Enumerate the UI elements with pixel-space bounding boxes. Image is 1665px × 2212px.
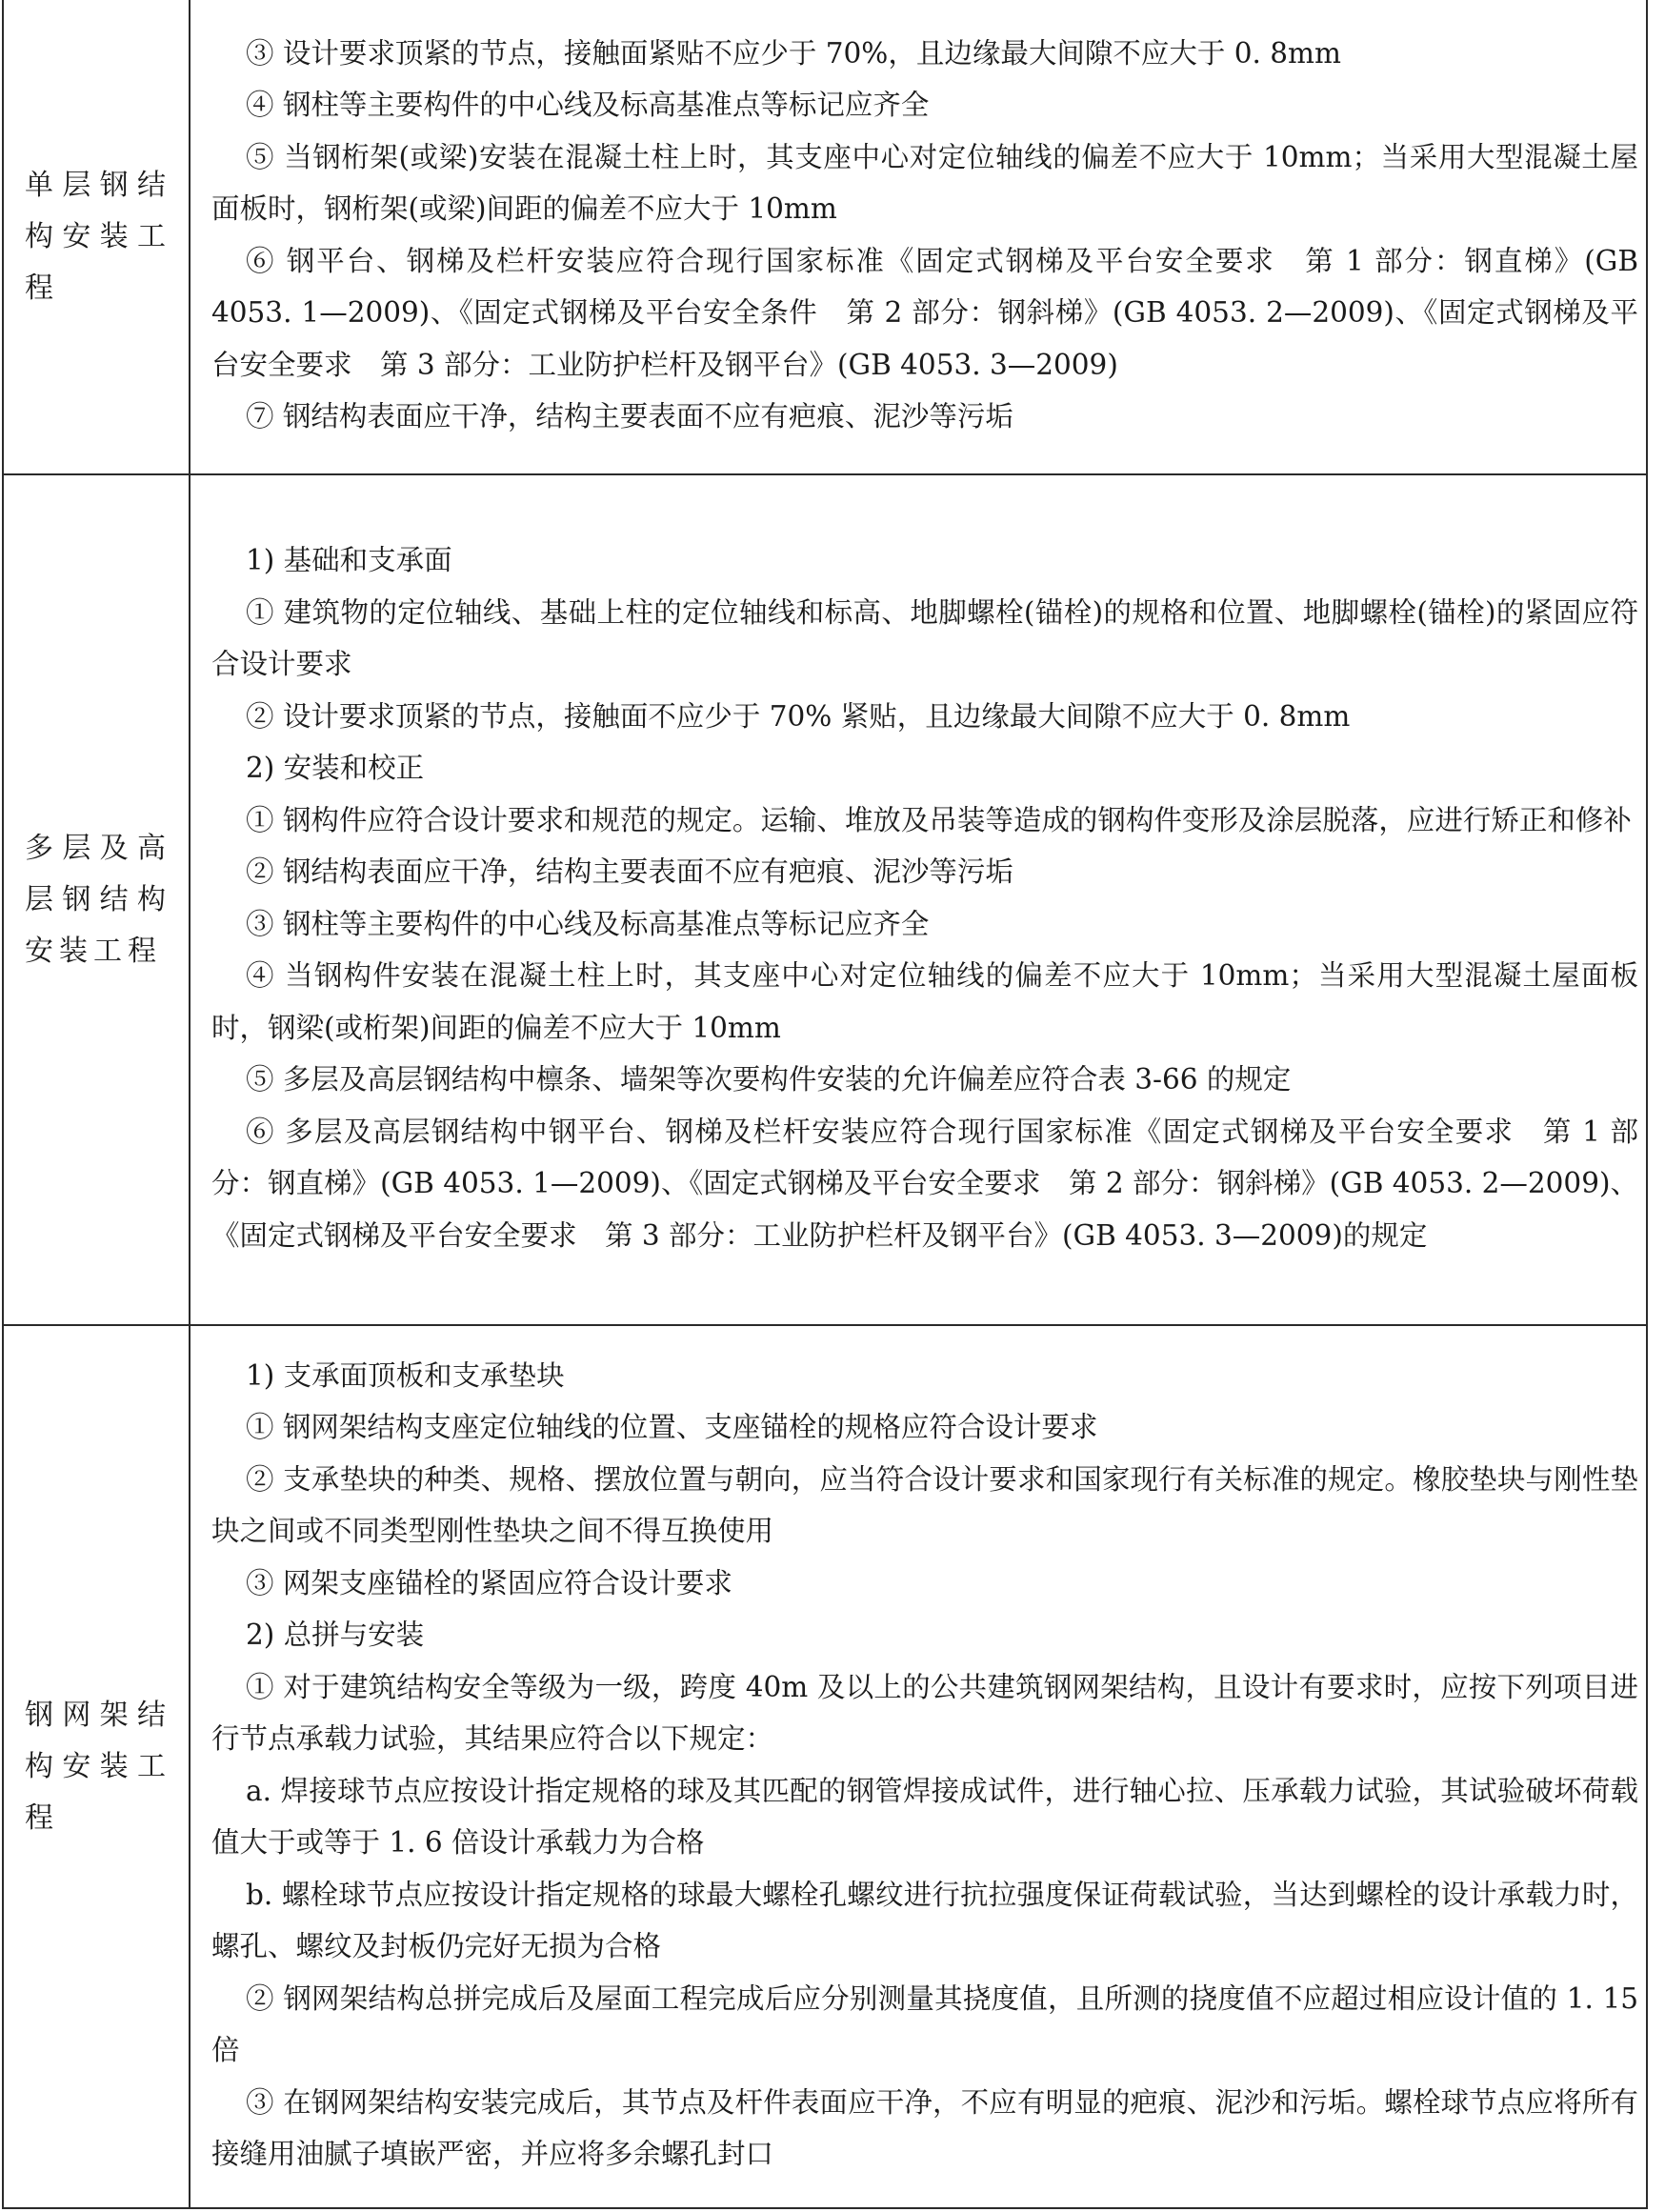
requirement-item: ③ 设计要求顶紧的节点，接触面紧贴不应少于 70%，且边缘最大间隙不应大于 0. 8mm	[246, 36, 1341, 70]
requirement-item: b. 螺栓球节点应按设计指定规格的球最大螺栓孔螺纹进行抗拉强度保证荷载试验，当达到螺栓的设计承载力时，螺孔、螺纹及封板仍完好无损为合格	[211, 1878, 1638, 1962]
requirement-item: ③ 钢柱等主要构件的中心线及标高基准点等标记应齐全	[246, 907, 930, 940]
requirements-cell	[190, 0, 1647, 474]
category-cell	[3, 0, 190, 474]
requirement-item: ② 设计要求顶紧的节点，接触面不应少于 70% 紧贴，且边缘最大间隙不应大于 0. 8mm	[246, 699, 1351, 733]
table-row	[3, 474, 1647, 1325]
requirement-item: a. 焊接球节点应按设计指定规格的球及其匹配的钢管焊接成试件，进行轴心拉、压承载力试验，其试验破坏荷载值大于或等于 1. 6 倍设计承载力为合格	[211, 1774, 1638, 1859]
requirement-item: ① 对于建筑结构安全等级为一级，跨度 40m 及以上的公共建筑钢网架结构，且设计有要求时，应按下列项目进行节点承载力试验，其结果应符合以下规定：	[211, 1670, 1638, 1755]
requirement-item: 2) 总拼与安装	[246, 1619, 425, 1651]
requirement-item: ④ 钢柱等主要构件的中心线及标高基准点等标记应齐全	[246, 89, 930, 121]
requirement-item: ⑤ 当钢桁架(或梁)安装在混凝土柱上时，其支座中心对定位轴线的偏差不应大于 10mm；当采用大型混凝土屋面板时，钢桁架(或梁)间距的偏差不应大于 10mm	[211, 140, 1638, 225]
requirement-item: 1) 基础和支承面	[246, 544, 452, 576]
requirement-item: ④ 当钢构件安装在混凝土柱上时，其支座中心对定位轴线的偏差不应大于 10mm；当采用大型混凝土屋面板时，钢梁(或桁架)间距的偏差不应大于 10mm	[211, 959, 1638, 1044]
requirement-item: 1) 支承面顶板和支承垫块	[246, 1358, 565, 1392]
requirements-cell	[190, 474, 1647, 1325]
requirement-item: ② 钢网架结构总拼完成后及屋面工程完成后应分别测量其挠度值，且所测的挠度值不应超过相应设计值的 1. 15 倍	[211, 1981, 1638, 2066]
table-row	[3, 1325, 1647, 2208]
requirement-item: ② 钢结构表面应干净，结构主要表面不应有疤痕、泥沙等污垢	[246, 855, 1013, 888]
requirement-item: ⑤ 多层及高层钢结构中檩条、墙架等次要构件安装的允许偏差应符合表 3-66 的规定	[246, 1063, 1292, 1096]
requirement-item: ③ 网架支座锚栓的紧固应符合设计要求	[246, 1566, 732, 1599]
category-label: 钢网架结构安装工程	[25, 1698, 171, 1835]
category-cell	[3, 474, 190, 1325]
table-row	[3, 0, 1647, 474]
requirement-item: ① 建筑物的定位轴线、基础上柱的定位轴线和标高、地脚螺栓(锚栓)的规格和位置、地脚螺栓(锚栓)的紧固应符合设计要求	[211, 595, 1638, 680]
requirements-cell	[190, 1325, 1647, 2208]
requirement-item: ⑥ 钢平台、钢梯及栏杆安装应符合现行国家标准《固定式钢梯及平台安全要求 第 1 部分：钢直梯》(GB 4053. 1—2009)、《固定式钢梯及平台安全条件 第 2 部分：钢斜梯》(GB 4053. 2—2009)、《固定式钢梯及平台安全要求 第 3 部分：工业防护栏杆及钢平台》(GB 4053. 3—2009)	[211, 244, 1638, 381]
requirement-item: ① 钢构件应符合设计要求和规范的规定。运输、堆放及吊装等造成的钢构件变形及涂层脱落，应进行矫正和修补	[246, 803, 1632, 836]
requirement-item: ⑥ 多层及高层钢结构中钢平台、钢梯及栏杆安装应符合现行国家标准《固定式钢梯及平台安全要求 第 1 部分：钢直梯》(GB 4053. 1—2009)、《固定式钢梯及平台安全要求 第 2 部分：钢斜梯》(GB 4053. 2—2009)、《固定式钢梯及平台安全要求 第 3 部分：工业防护栏杆及钢平台》(GB 4053. 3—2009)的规定	[211, 1115, 1638, 1252]
category-label: 多层及高层钢结构安装工程	[25, 831, 171, 968]
requirement-item: ⑦ 钢结构表面应干净，结构主要表面不应有疤痕、泥沙等污垢	[246, 400, 1013, 432]
requirement-item: 2) 安装和校正	[246, 752, 425, 784]
requirement-item: ③ 在钢网架结构安装完成后，其节点及杆件表面应干净，不应有明显的疤痕、泥沙和污垢。螺栓球节点应将所有接缝用油腻子填嵌严密，并应将多余螺孔封口	[211, 2085, 1638, 2170]
requirement-item: ② 支承垫块的种类、规格、摆放位置与朝向，应当符合设计要求和国家现行有关标准的规定。橡胶垫块与刚性垫块之间或不同类型刚性垫块之间不得互换使用	[211, 1462, 1638, 1547]
category-label: 单层钢结构安装工程	[25, 168, 171, 305]
category-cell	[3, 1325, 190, 2208]
requirement-item: ① 钢网架结构支座定位轴线的位置、支座锚栓的规格应符合设计要求	[246, 1411, 1098, 1443]
specification-table	[2, 0, 1648, 2209]
